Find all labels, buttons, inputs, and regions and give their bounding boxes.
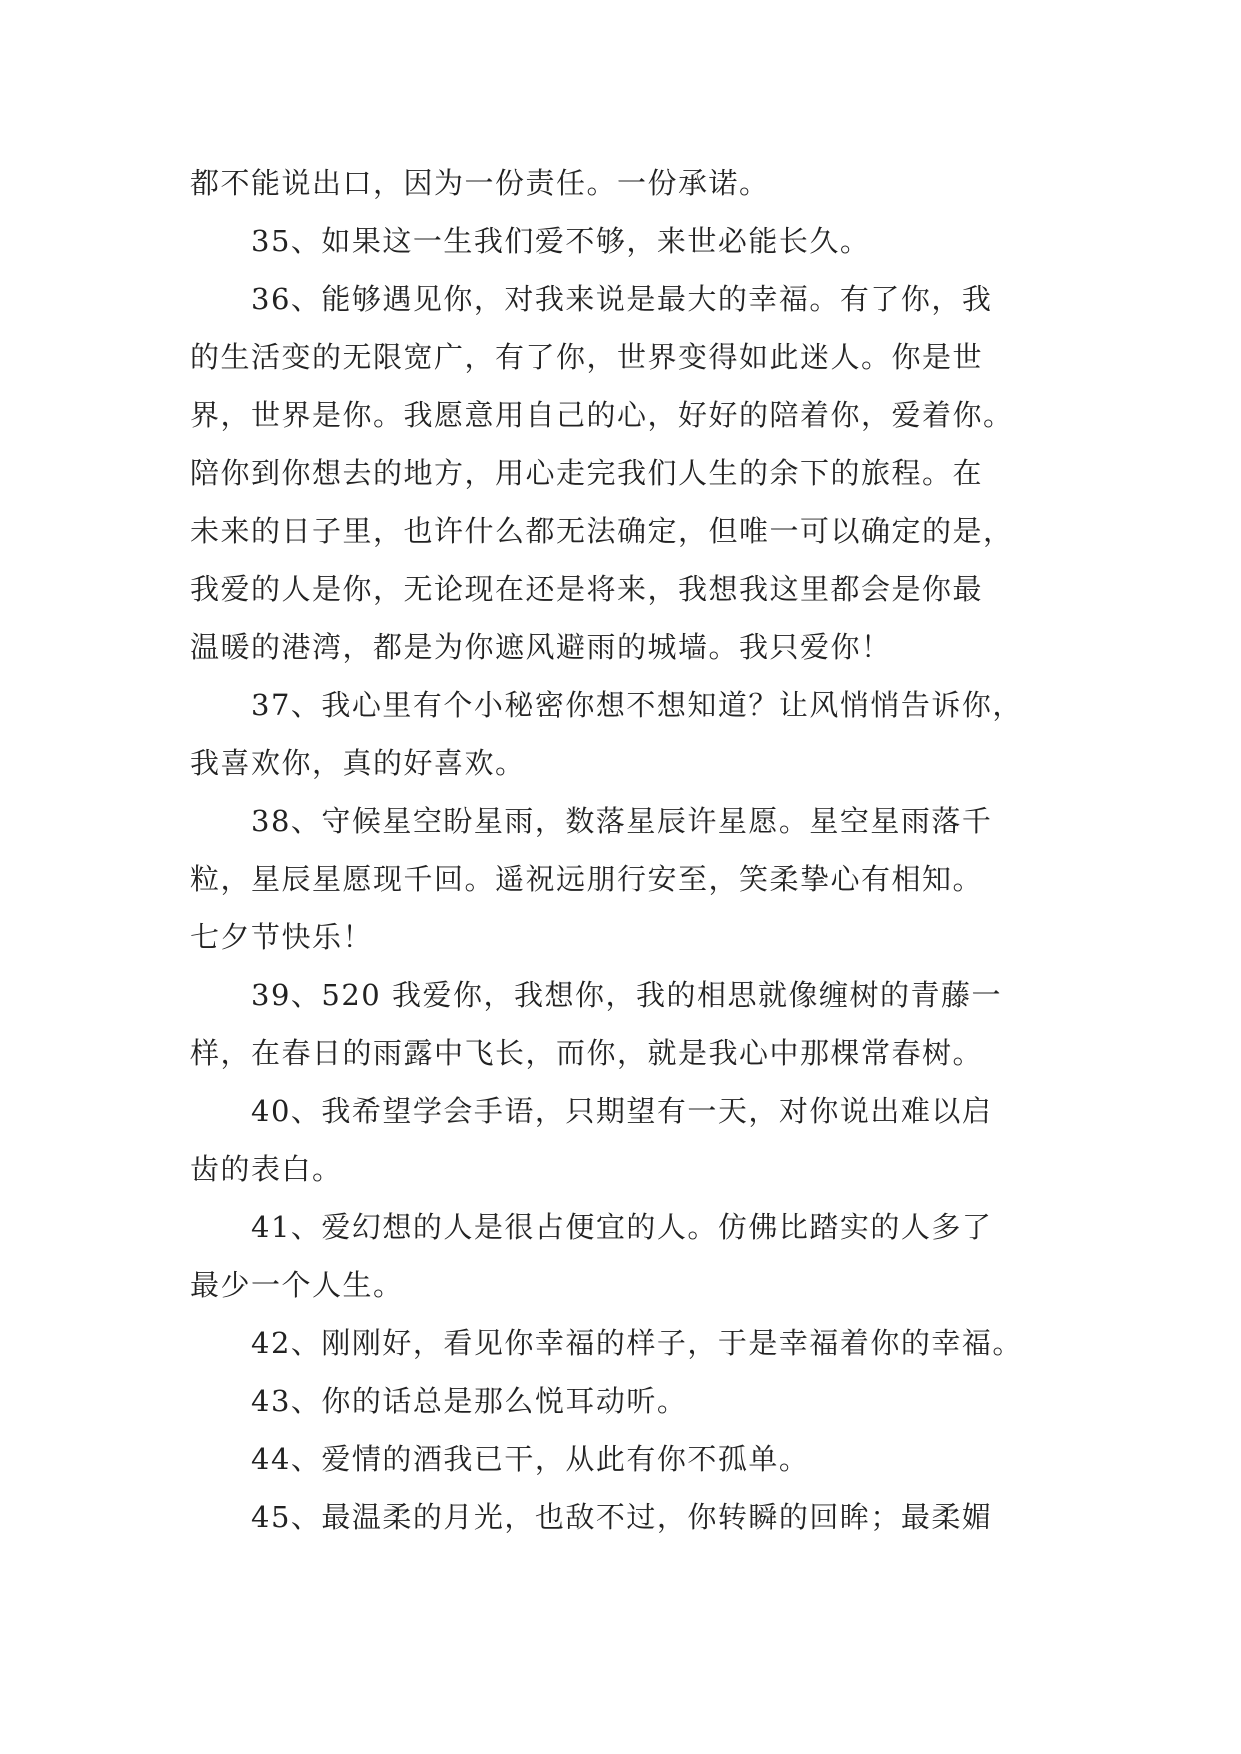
text-line: 38、守候星空盼星雨，数落星辰许星愿。星空星雨落千 [251,804,993,838]
text-line: 我爱的人是你，无论现在还是将来，我想我这里都会是你最 [190,572,984,606]
text-line: 粒，星辰星愿现千回。遥祝远朋行安至，笑柔挚心有相知。 [190,862,984,896]
text-line: 样，在春日的雨露中飞长，而你，就是我心中那棵常春树。 [190,1036,984,1070]
text-line: 我喜欢你，真的好喜欢。 [190,746,526,780]
text-line: 36、能够遇见你，对我来说是最大的幸福。有了你，我 [251,282,993,316]
document-body [190,154,1060,1546]
text-line: 40、我希望学会手语，只期望有一天，对你说出难以启 [251,1094,993,1128]
text-line: 界，世界是你。我愿意用自己的心，好好的陪着你，爱着你。 [190,398,1014,432]
text-line: 37、我心里有个小秘密你想不想知道？让风悄悄告诉你， [251,688,1023,722]
text-line: 42、刚刚好，看见你幸福的样子，于是幸福着你的幸福。 [251,1326,1023,1360]
text-line: 35、如果这一生我们爱不够，来世必能长久。 [251,224,871,258]
text-line: 齿的表白。 [190,1152,343,1186]
text-line: 45、最温柔的月光，也敌不过，你转瞬的回眸；最柔媚 [251,1500,993,1534]
text-line: 最少一个人生。 [190,1268,404,1302]
text-line: 44、爱情的酒我已干，从此有你不孤单。 [251,1442,810,1476]
text-line: 39、520 我爱你，我想你，我的相思就像缠树的青藤一 [251,978,1002,1012]
text-line: 未来的日子里，也许什么都无法确定，但唯一可以确定的是， [190,514,1014,548]
text-line: 43、你的话总是那么悦耳动听。 [251,1384,688,1418]
text-line: 温暖的港湾，都是为你遮风避雨的城墙。我只爱你！ [190,630,892,664]
text-line: 都不能说出口，因为一份责任。一份承诺。 [190,166,770,200]
text-line: 七夕节快乐！ [190,920,374,954]
text-line: 陪你到你想去的地方，用心走完我们人生的余下的旅程。在 [190,456,984,490]
text-line: 41、爱幻想的人是很占便宜的人。仿佛比踏实的人多了 [251,1210,993,1244]
text-line: 的生活变的无限宽广，有了你，世界变得如此迷人。你是世 [190,340,984,374]
